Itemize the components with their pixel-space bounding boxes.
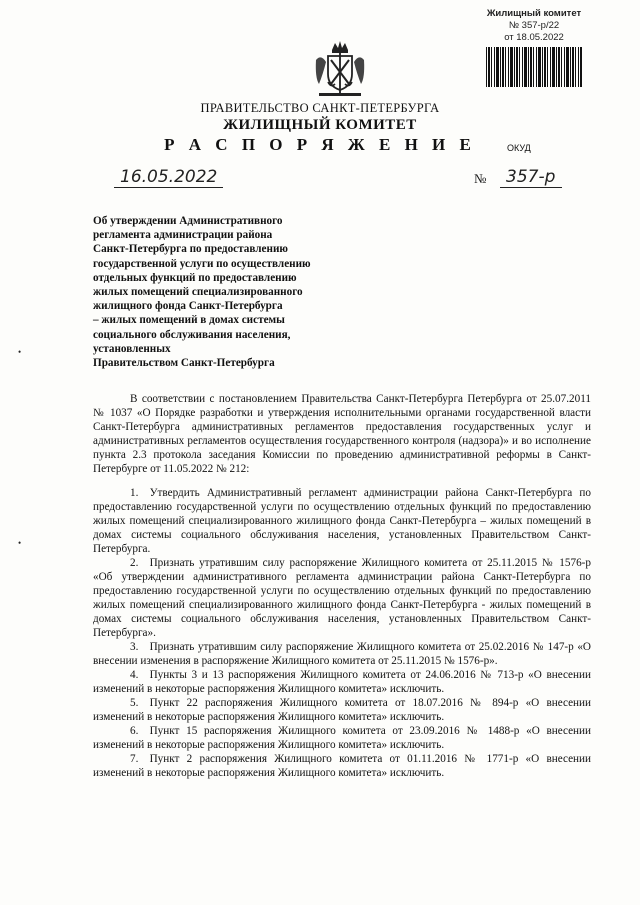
coat-of-arms-icon — [313, 40, 367, 100]
handwritten-date-value: 16.05.2022 — [114, 167, 223, 188]
clause-paragraph-1: 1. Утвердить Административный регламент администрации района Санкт-Петербурга по предоставлению государственной услуги по осуществлению отдельных функций по предоставлению жилых помещений специализированного жилищного фонда Санкт-Петербурга – жилых помещений в домах системы социального обслуживания населения, установленных Правительством Санкт-Петербурга. — [93, 487, 591, 555]
subject-line: Правительством Санкт-Петербурга — [93, 357, 275, 370]
handwritten-number-value: 357-р — [500, 167, 562, 188]
document-subject — [93, 214, 393, 370]
subject-line: государственной услуги по осуществлению — [93, 257, 311, 270]
government-name: ПРАВИТЕЛЬСТВО САНКТ-ПЕТЕРБУРГА — [200, 101, 440, 115]
clause-paragraph-7: 7. Пункт 2 распоряжения Жилищного комитета от 01.11.2016 № 1771-р «О внесении изменений в некоторые распоряжения Жилищного комитета» исключить. — [93, 753, 591, 779]
document-type: Р А С П О Р Я Ж Е Н И Е — [164, 135, 476, 154]
stamp-title: Жилищный комитет — [486, 8, 582, 19]
handwritten-number — [500, 167, 562, 188]
stamp-date: от 18.05.2022 — [504, 32, 564, 43]
subject-line: отдельных функций по предоставлению — [93, 271, 297, 284]
subject-line: Об утверждении Административного — [93, 215, 283, 227]
registration-stamp — [478, 8, 590, 87]
okud-label: ОКУД — [507, 143, 531, 153]
subject-line: регламента администрации района — [93, 229, 273, 242]
subject-line: Санкт-Петербурга по предоставлению — [93, 243, 288, 256]
stamp-number: № 357-р/22 — [508, 20, 560, 31]
preamble-paragraph: В соответствии с постановлением Правительства Санкт-Петербурга Петербурга от 25.07.2011 № 1037 «О Порядке разработки и утверждения исполнительными органами государственной власти Санкт-Петербурга административных регламентов предоставления государственных услуг и административных регламентов осуществления государственного контроля (надзора)» и во исполнение пункта 2.3 протокола заседания Комиссии по проведению административной реформы в Санкт-Петербурге от 11.05.2022 № 212: — [93, 393, 591, 475]
subject-line: социального обслуживания населения, — [93, 328, 291, 341]
number-label: № — [474, 171, 487, 186]
subject-line: – жилых помещений в домах системы — [93, 314, 285, 327]
subject-line: жилищного фонда Санкт-Петербурга — [93, 300, 283, 313]
clause-paragraph-4: 4. Пункты 3 и 13 распоряжения Жилищного комитета от 24.06.2016 № 713-р «О внесении изменений в некоторые распоряжения Жилищного комитета» исключить. — [93, 669, 591, 695]
committee-name: ЖИЛИЩНЫЙ КОМИТЕТ — [223, 117, 417, 133]
clause-paragraph-5: 5. Пункт 22 распоряжения Жилищного комитета от 18.07.2016 № 894-р «О внесении изменений в некоторые распоряжения Жилищного комитета» исключить. — [93, 697, 591, 723]
clause-paragraph-3: 3. Признать утратившим силу распоряжение Жилищного комитета от 25.02.2016 № 147-р «О внесении изменения в распоряжение Жилищного комитета от 25.11.2015 № 1576-р». — [93, 641, 591, 667]
subject-line: установленных — [93, 342, 171, 355]
margin-dot: • — [18, 347, 22, 357]
clause-paragraph-2: 2. Признать утратившим силу распоряжение Жилищного комитета от 25.11.2015 № 1576-р «Об утверждении административного регламента администрации района Санкт-Петербурга по предоставлению государственной услуги по осуществлению отдельных функций по предоставлению жилых помещений специализированного жилищного фонда Санкт-Петербурга - жилых помещений в домах системы социального обслуживания населения, установленных Правительством Санкт-Петербурга». — [93, 557, 591, 639]
subject-line: жилых помещений специализированного — [93, 286, 303, 299]
document-body — [93, 392, 591, 780]
margin-dot: • — [18, 538, 22, 548]
barcode — [486, 47, 582, 87]
handwritten-date — [114, 167, 223, 188]
clause-paragraph-6: 6. Пункт 15 распоряжения Жилищного комитета от 23.09.2016 № 1488-р «О внесении изменений в некоторые распоряжения Жилищного комитета» исключить. — [93, 725, 591, 751]
